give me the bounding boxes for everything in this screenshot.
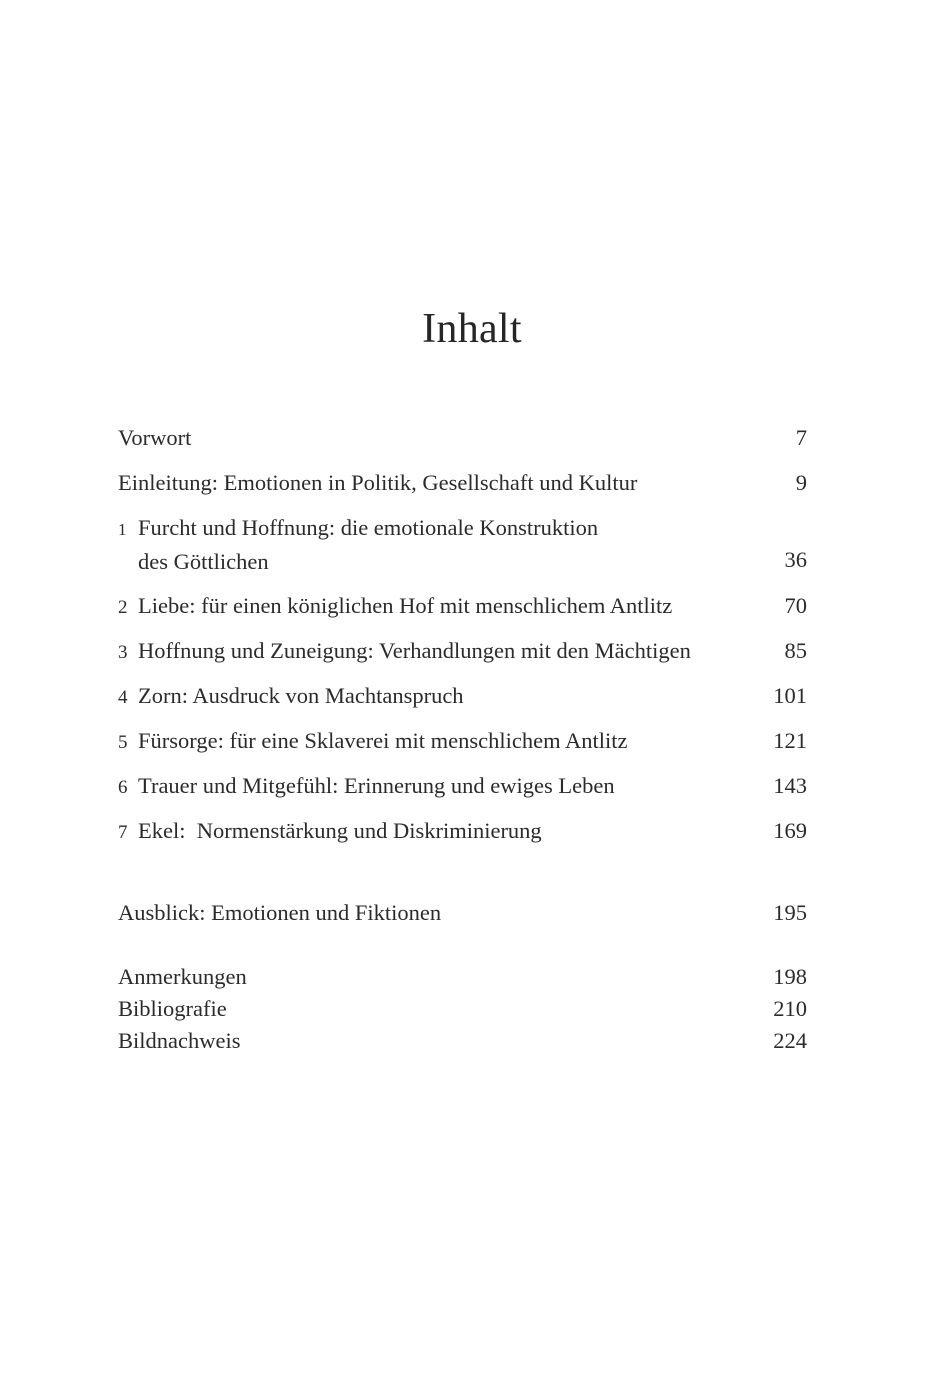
toc-entry-page: 121: [773, 728, 807, 753]
toc-entry-title: [118, 680, 464, 714]
toc-entry-page: 36: [784, 547, 807, 572]
chapter-title-line1: Furcht und Hoffnung: die emotionale Konstruktion: [138, 515, 599, 540]
chapter-title: Trauer und Mitgefühl: Erinnerung und ewiges Leben: [138, 773, 615, 798]
toc-entry-title: [118, 512, 598, 578]
chapter-number: 6: [118, 777, 128, 798]
toc-entry-page: 143: [773, 773, 807, 798]
toc-entry-title: Bibliografie: [118, 996, 227, 1021]
toc-entry-page: 70: [784, 593, 807, 618]
chapter-title: Fürsorge: für eine Sklaverei mit menschlichem Antlitz: [138, 728, 628, 753]
toc-entry-title: Einleitung: Emotionen in Politik, Gesellschaft und Kultur: [118, 470, 638, 495]
chapter-number: 4: [118, 687, 128, 708]
toc-entry-page: 210: [773, 996, 807, 1021]
chapter-title: Hoffnung und Zuneigung: Verhandlungen mit den Mächtigen: [138, 638, 691, 663]
toc-entry-page: 9: [795, 470, 807, 495]
toc-entry-page: 85: [784, 638, 807, 663]
toc-entry-title: [118, 725, 627, 759]
toc-entry-title: [118, 590, 672, 624]
toc-entry-title: [118, 770, 615, 804]
chapter-number: 2: [118, 597, 128, 618]
toc-entry-title: Vorwort: [118, 425, 192, 450]
toc-entry-title: Bildnachweis: [118, 1028, 241, 1053]
chapter-title: Liebe: für einen königlichen Hof mit menschlichem Antlitz: [138, 593, 673, 618]
chapter-number: 5: [118, 732, 128, 753]
chapter-number: 1: [118, 520, 127, 539]
chapter-title: Ekel: Normenstärkung und Diskriminierung: [138, 818, 542, 843]
toc-entry-page: 198: [773, 964, 807, 989]
chapter-title-line2: des Göttlichen: [138, 549, 269, 574]
toc-entry-page: 224: [773, 1028, 807, 1053]
toc-entry-page: 101: [773, 683, 807, 708]
chapter-title: Zorn: Ausdruck von Machtanspruch: [138, 683, 464, 708]
toc-entry-page: 169: [773, 818, 807, 843]
toc-entry-title: Anmerkungen: [118, 964, 247, 989]
chapter-number: 7: [118, 822, 128, 843]
page-title: Inhalt: [422, 306, 522, 352]
chapter-number: 3: [118, 642, 128, 663]
toc-entry-page: 7: [795, 425, 807, 450]
toc-entry-title: [118, 815, 542, 849]
toc-entry-title: Ausblick: Emotionen und Fiktionen: [118, 900, 442, 925]
toc-entry-title: [118, 635, 691, 669]
toc-entry-page: 195: [773, 900, 807, 925]
